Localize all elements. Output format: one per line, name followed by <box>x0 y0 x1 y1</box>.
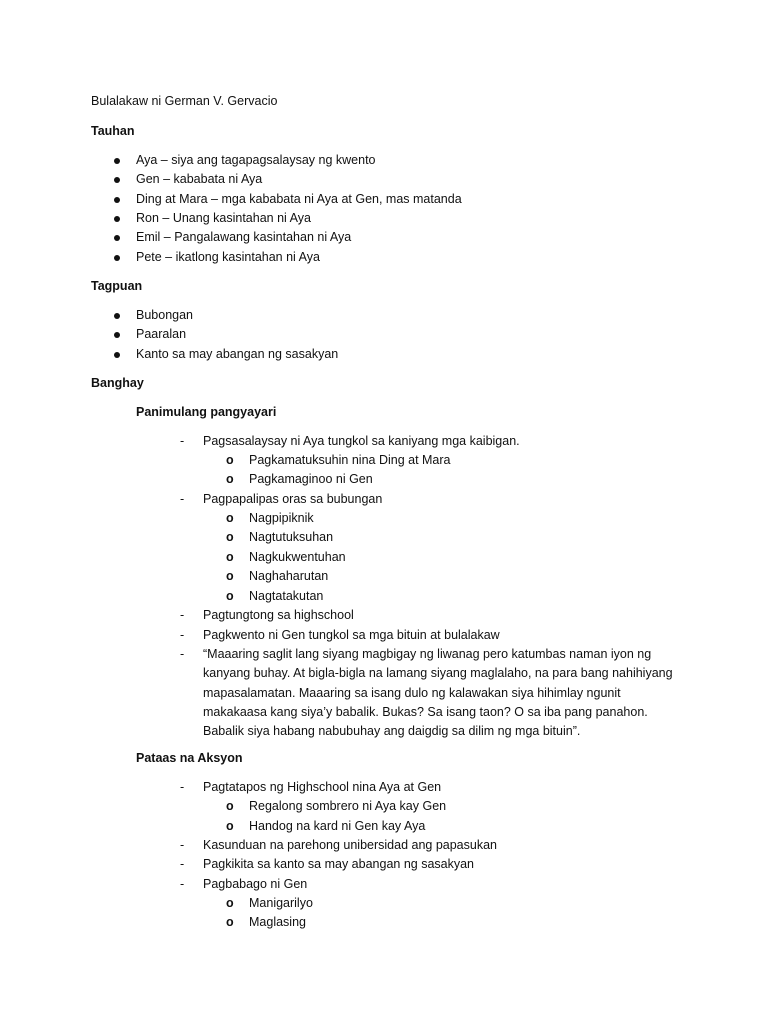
list-item: Emil – Pangalawang kasintahan ni Aya <box>136 230 352 244</box>
list-item: Pete – ikatlong kasintahan ni Aya <box>136 250 320 264</box>
circle-bullet-icon: o <box>226 589 234 603</box>
list-item: Paaralan <box>136 327 187 341</box>
list-item: Pagtungtong sa highschool <box>203 608 354 622</box>
bullet-icon <box>114 158 120 164</box>
dash-icon: - <box>180 647 185 661</box>
list-item: Pagkwento ni Gen tungkol sa mga bituin at bulalakaw <box>203 628 500 642</box>
circle-bullet-icon: o <box>226 472 234 486</box>
dash-icon: - <box>180 492 185 506</box>
dash-icon: - <box>180 780 185 794</box>
list-item: Pagpapalipas oras sa bubungan <box>203 492 383 506</box>
bullet-icon <box>114 235 120 241</box>
list-item: Gen – kababata ni Aya <box>136 172 263 186</box>
bullet-icon <box>114 216 120 222</box>
list-item: Ding at Mara – mga kababata ni Aya at Gen, mas matanda <box>136 192 462 206</box>
sub-list-item: Nagpipiknik <box>249 511 314 525</box>
sub-list-item: Pagkamaginoo ni Gen <box>249 472 373 486</box>
heading-tagpuan: Tagpuan <box>91 279 143 293</box>
list-item: Ron – Unang kasintahan ni Aya <box>136 211 311 225</box>
list-item: Aya – siya ang tagapagsalaysay ng kwento <box>136 153 376 167</box>
sub-list-item: Nagkukwentuhan <box>249 550 346 564</box>
circle-bullet-icon: o <box>226 819 234 833</box>
heading-banghay: Banghay <box>91 376 144 390</box>
heading-panimula: Panimulang pangyayari <box>136 405 277 419</box>
list-item: Pagkikita sa kanto sa may abangan ng sasakyan <box>203 857 475 871</box>
bullet-icon <box>114 352 120 358</box>
quote-line: kanyang buhay. At bigla-bigla na lamang siyang maglalaho, na para bang nahihiyang <box>203 666 673 680</box>
bullet-icon <box>114 332 120 338</box>
bullet-icon <box>114 255 120 261</box>
dash-icon: - <box>180 877 185 891</box>
circle-bullet-icon: o <box>226 453 234 467</box>
quote-line: “Maaaring saglit lang siyang magbigay ng liwanag pero katumbas naman iyon ng <box>203 647 652 661</box>
list-item: Pagbabago ni Gen <box>203 877 308 891</box>
dash-icon: - <box>180 608 185 622</box>
sub-list-item: Pagkamatuksuhin nina Ding at Mara <box>249 453 451 467</box>
dash-icon: - <box>180 857 185 871</box>
list-item: Kanto sa may abangan ng sasakyan <box>136 347 339 361</box>
list-item: Bubongan <box>136 308 194 322</box>
list-item: Pagtatapos ng Highschool nina Aya at Gen <box>203 780 442 794</box>
circle-bullet-icon: o <box>226 896 234 910</box>
sub-list-item: Handog na kard ni Gen kay Aya <box>249 819 426 833</box>
quote-line: mapasalamatan. Maaaring sa isang dulo ng kalawakan siya hihimlay ngunit <box>203 686 621 700</box>
document-title: Bulalakaw ni German V. Gervacio <box>91 94 278 108</box>
circle-bullet-icon: o <box>226 550 234 564</box>
sub-list-item: Regalong sombrero ni Aya kay Gen <box>249 799 447 813</box>
heading-pataas: Pataas na Aksyon <box>136 751 243 765</box>
bullet-icon <box>114 177 120 183</box>
circle-bullet-icon: o <box>226 511 234 525</box>
heading-tauhan: Tauhan <box>91 124 135 138</box>
bullet-icon <box>114 313 120 319</box>
quote-line: makakaasa kang siya’y babalik. Bukas? Sa isang taon? O sa iba pang panahon. <box>203 705 648 719</box>
dash-icon: - <box>180 628 185 642</box>
circle-bullet-icon: o <box>226 530 234 544</box>
sub-list-item: Nagtutuksuhan <box>249 530 334 544</box>
quote-line: Babalik siya habang nabubuhay ang daigdig sa dilim ng mga bituin”. <box>203 724 581 738</box>
bullet-icon <box>114 197 120 203</box>
dash-icon: - <box>180 434 185 448</box>
sub-list-item: Maglasing <box>249 915 306 929</box>
circle-bullet-icon: o <box>226 915 234 929</box>
circle-bullet-icon: o <box>226 569 234 583</box>
dash-icon: - <box>180 838 185 852</box>
list-item: Pagsasalaysay ni Aya tungkol sa kaniyang mga kaibigan. <box>203 434 520 448</box>
circle-bullet-icon: o <box>226 799 234 813</box>
list-item: Kasunduan na parehong unibersidad ang papasukan <box>203 838 497 852</box>
sub-list-item: Nagtatakutan <box>249 589 324 603</box>
sub-list-item: Naghaharutan <box>249 569 329 583</box>
sub-list-item: Manigarilyo <box>249 896 313 910</box>
